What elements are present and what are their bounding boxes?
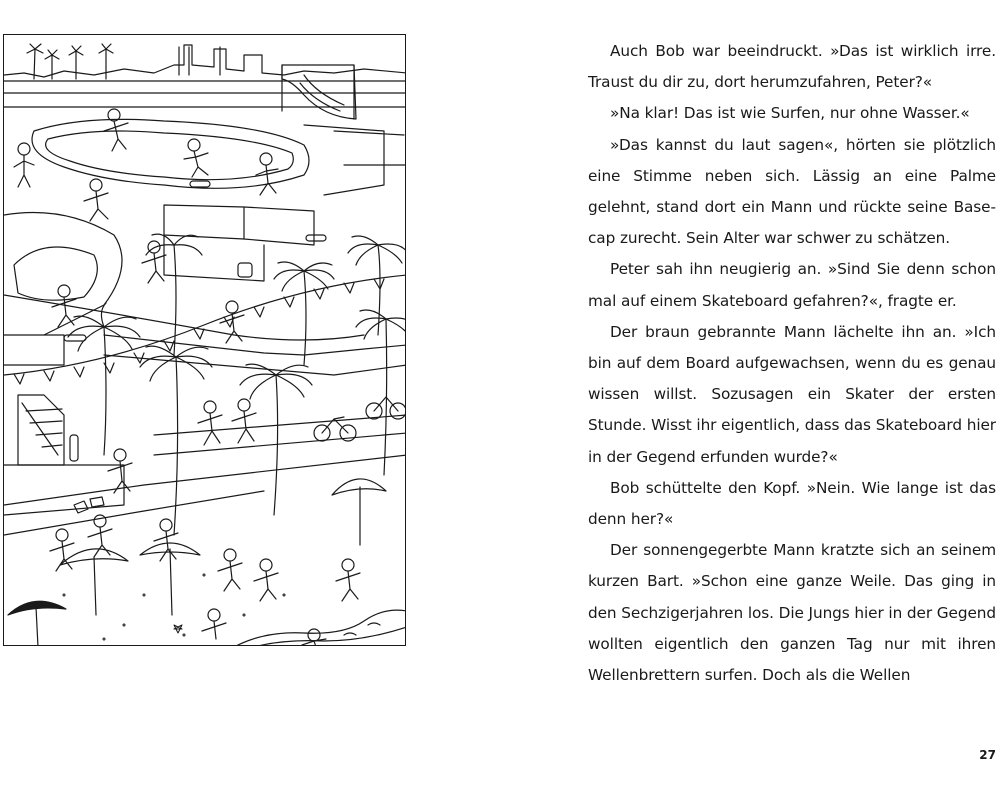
people: [14, 109, 360, 646]
paragraph: »Das kannst du laut sagen«, hörten sie plötzlich eine Stimme neben sich. Lässig an eine Palme gelehnt, stand dort ein Mann und rückte seine Basecap zurecht. Sein Alter war schwer zu schätzen.: [588, 135, 996, 248]
paragraph: Auch Bob war beeindruckt. »Das ist wirklich irre. Traust du dir zu, dort herumzufahren, Peter?«: [588, 42, 996, 92]
paragraph: »Na klar! Das ist wie Surfen, nur ohne Wasser.«: [610, 104, 970, 123]
bunting-flags: [4, 275, 406, 384]
page-number: 27: [979, 748, 996, 762]
beach-umbrellas: [8, 479, 386, 646]
skyline: [4, 44, 406, 93]
paragraph: Peter sah ihn neugierig an. »Sind Sie denn schon mal auf einem Skateboard gefahren?«, fragte er.: [588, 260, 996, 310]
shoreline: [234, 610, 406, 646]
skatepark-illustration: [3, 34, 406, 646]
paragraph: Der sonnengegerbte Mann kratzte sich an seinem kurzen Bart. »Schon eine ganze Weile. Das ging in den Sechzigerjahren los. Die Jungs hier in der Gegend wollten eigentlich den ganzen Tag nur mit ihren Wellenbrettern surfen. Doch als die Wellen: [588, 541, 996, 685]
stairs: [4, 335, 406, 535]
story-text: [588, 36, 996, 691]
paragraph: Bob schüttelte den Kopf. »Nein. Wie lange ist das denn her?«: [588, 478, 996, 529]
paragraph: Der braun gebrannte Mann lächelte ihn an. »Ich bin auf dem Board aufgewachsen, wenn du es genau wissen willst. Sozusagen ein Skater der ersten Stunde. Wisst ihr eigentlich, dass das Skateboard hier in der Gegend erfunden wurde?«: [588, 322, 996, 466]
skateboards: [64, 181, 326, 461]
